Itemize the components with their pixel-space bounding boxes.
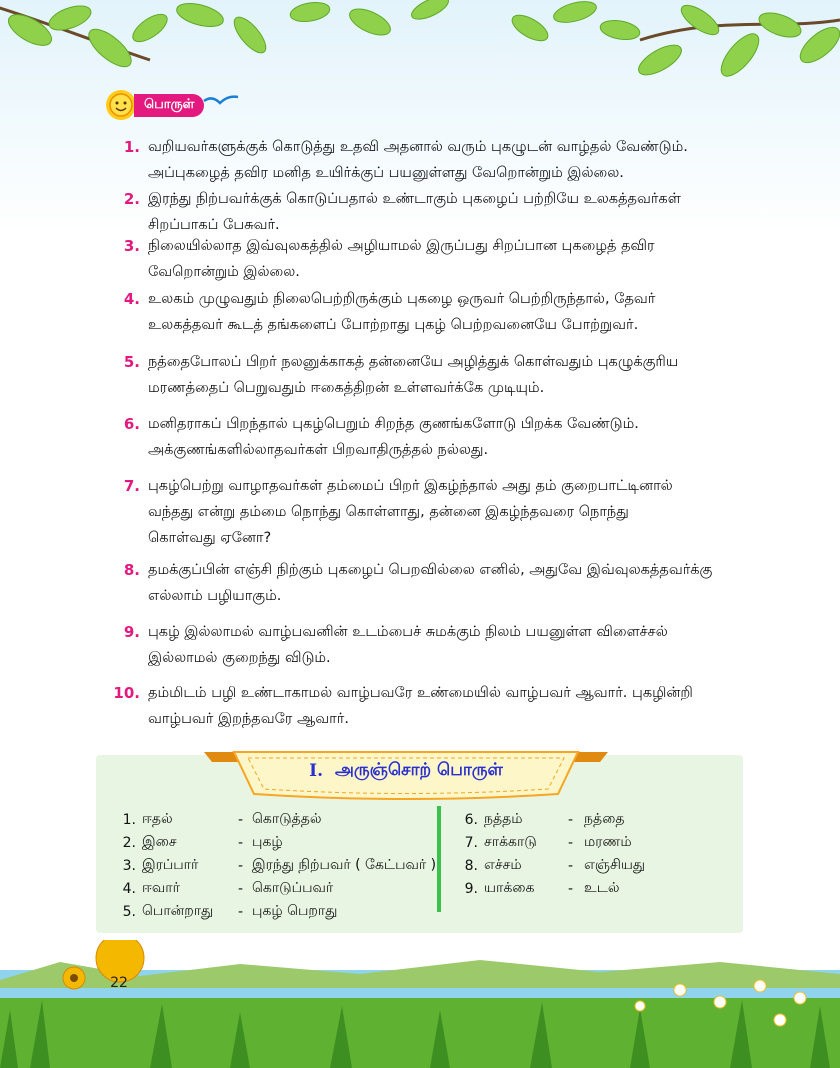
vocab-row xyxy=(106,808,436,831)
column-divider xyxy=(437,806,441,912)
item-number: 5. xyxy=(123,353,140,371)
list-item xyxy=(104,680,764,732)
vocab-word: இசை xyxy=(142,833,177,850)
item-line: இல்லாமல் குறைந்து விடும். xyxy=(148,650,331,666)
vocab-row xyxy=(106,854,436,877)
item-number: 10. xyxy=(113,684,140,702)
vocabulary-title xyxy=(204,746,608,796)
vocab-meaning: இரந்து நிற்பவர் ( கேட்பவர் ) xyxy=(252,856,437,873)
vocab-meaning: கொடுத்தல் xyxy=(252,810,322,827)
vocab-number: 9. xyxy=(464,880,478,897)
list-item xyxy=(104,411,764,463)
item-line: வந்தது என்று தம்மை நொந்து கொள்ளாது, தன்னை இகழ்ந்தவரை நொந்து xyxy=(148,504,629,520)
page-number: 22 xyxy=(110,975,128,991)
item-line: சிறப்பாகப் பேசுவர். xyxy=(148,217,280,233)
item-line: வேறொன்றும் இல்லை. xyxy=(148,264,300,280)
vocab-word: ஈவார் xyxy=(142,879,180,896)
vocab-row xyxy=(452,854,645,877)
section-label: பொருள் xyxy=(134,94,204,117)
vocab-meaning: உடல் xyxy=(584,879,620,896)
vocab-word: யாக்கை xyxy=(484,879,535,896)
list-item xyxy=(104,134,764,186)
vocab-word: எச்சம் xyxy=(484,856,522,873)
title-text: அருஞ்சொற் பொருள் xyxy=(335,760,503,780)
item-line: நிலையில்லாத இவ்வுலகத்தில் அழியாமல் இருப்பது சிறப்பான புகழைத் தவிர xyxy=(148,238,655,254)
vocab-dash: - xyxy=(238,880,244,897)
item-line: மரணத்தைப் பெறுவதும் ஈகைத்திறன் உள்ளவர்க்கே முடியும். xyxy=(148,380,545,396)
bird-icon xyxy=(202,93,240,111)
item-number: 2. xyxy=(123,190,140,208)
list-item xyxy=(104,349,764,401)
vocab-number: 4. xyxy=(122,880,136,897)
item-line: தம்மிடம் பழி உண்டாகாமல் வாழ்பவரே உண்மையில் வாழ்பவர் ஆவார். புகழின்றி xyxy=(148,685,693,701)
item-line: அக்குணங்களில்லாதவர்கள் பிறவாதிருத்தல் நல்லது. xyxy=(148,442,489,458)
item-line: இரந்து நிற்பவர்க்குக் கொடுப்பதால் உண்டாகும் புகழைப் பற்றியே உலகத்தவர்கள் xyxy=(148,191,681,207)
vocab-word: நத்தம் xyxy=(484,810,523,827)
vocab-row xyxy=(452,831,645,854)
vocab-dash: - xyxy=(568,811,574,828)
vocab-left-column xyxy=(106,808,436,923)
vocab-number: 5. xyxy=(122,903,136,920)
item-line: வாழ்பவர் இறந்தவரே ஆவார். xyxy=(148,711,349,727)
item-number: 1. xyxy=(123,138,140,156)
vocab-dash: - xyxy=(568,834,574,851)
vocab-meaning: புகழ் பெறாது xyxy=(252,902,338,919)
item-line: கொள்வது ஏனோ? xyxy=(148,530,272,546)
vocab-word: சாக்காடு xyxy=(484,833,537,850)
vocab-row xyxy=(106,877,436,900)
vocab-word: இரப்பார் xyxy=(142,856,199,873)
item-number: 3. xyxy=(123,237,140,255)
vocab-dash: - xyxy=(238,811,244,828)
vocab-dash: - xyxy=(238,903,244,920)
vocab-number: 3. xyxy=(122,857,136,874)
item-number: 8. xyxy=(123,561,140,579)
sun-icon xyxy=(104,88,138,122)
item-line: மனிதராகப் பிறந்தால் புகழ்பெறும் சிறந்த குணங்களோடு பிறக்க வேண்டும். xyxy=(148,416,639,432)
vocab-number: 2. xyxy=(122,834,136,851)
item-line: உலகம் முழுவதும் நிலைபெற்றிருக்கும் புகழை ஒருவர் பெற்றிருந்தால், தேவர் xyxy=(148,291,656,307)
vocab-number: 1. xyxy=(122,811,136,828)
grass-landscape xyxy=(0,940,840,1068)
vocab-dash: - xyxy=(238,834,244,851)
vocab-number: 8. xyxy=(464,857,478,874)
vocab-row xyxy=(452,808,645,831)
item-line: புகழ்பெற்று வாழாதவர்கள் தம்மைப் பிறர் இகழ்ந்தால் அது தம் குறைபாட்டினால் xyxy=(148,478,673,494)
item-number: 9. xyxy=(123,623,140,641)
vocab-row xyxy=(106,831,436,854)
section-header xyxy=(104,88,240,122)
vocab-number: 6. xyxy=(464,811,478,828)
vocab-dash: - xyxy=(568,857,574,874)
list-item xyxy=(104,473,764,551)
item-line: நத்தைபோலப் பிறர் நலனுக்காகத் தன்னையே அழித்துக் கொள்வதும் புகழுக்குரிய xyxy=(148,354,679,370)
list-item xyxy=(104,286,764,338)
item-number: 6. xyxy=(123,415,140,433)
item-line: எல்லாம் பழியாகும். xyxy=(148,588,282,604)
list-item xyxy=(104,619,764,671)
list-item xyxy=(104,186,764,238)
item-line: தமக்குப்பின் எஞ்சி நிற்கும் புகழைப் பெறவில்லை எனில், அதுவே இவ்வுலகத்தவர்க்கு xyxy=(148,562,713,578)
item-line: புகழ் இல்லாமல் வாழ்பவனின் உடம்பைச் சுமக்கும் நிலம் பயனுள்ள விளைச்சல் xyxy=(148,624,668,640)
vocab-number: 7. xyxy=(464,834,478,851)
vocab-row xyxy=(452,877,645,900)
vocab-meaning: நத்தை xyxy=(584,810,625,827)
vocab-meaning: புகழ் xyxy=(252,833,283,850)
item-number: 4. xyxy=(123,290,140,308)
vocab-dash: - xyxy=(238,857,244,874)
vocab-right-column xyxy=(452,808,645,900)
list-item xyxy=(104,233,764,285)
vocab-meaning: கொடுப்பவர் xyxy=(252,879,334,896)
item-line: அப்புகழைத் தவிர மனித உயிர்க்குப் பயனுள்ளது வேறொன்றும் இல்லை. xyxy=(148,165,624,181)
title-numeral: I. xyxy=(309,761,324,781)
vocab-meaning: எஞ்சியது xyxy=(584,856,646,873)
vocab-word: பொன்றாது xyxy=(142,902,214,919)
item-line: உலகத்தவர் கூடத் தங்களைப் போற்றாது புகழ் பெற்றவனையே போற்றுவர். xyxy=(148,317,639,333)
vocab-meaning: மரணம் xyxy=(584,833,632,850)
vocab-dash: - xyxy=(568,880,574,897)
item-number: 7. xyxy=(123,477,140,495)
list-item xyxy=(104,557,764,609)
vocab-word: ஈதல் xyxy=(142,810,173,827)
vocabulary-banner xyxy=(204,746,608,804)
item-line: வறியவர்களுக்குக் கொடுத்து உதவி அதனால் வரும் புகழுடன் வாழ்தல் வேண்டும். xyxy=(148,139,688,155)
vocab-row xyxy=(106,900,436,923)
